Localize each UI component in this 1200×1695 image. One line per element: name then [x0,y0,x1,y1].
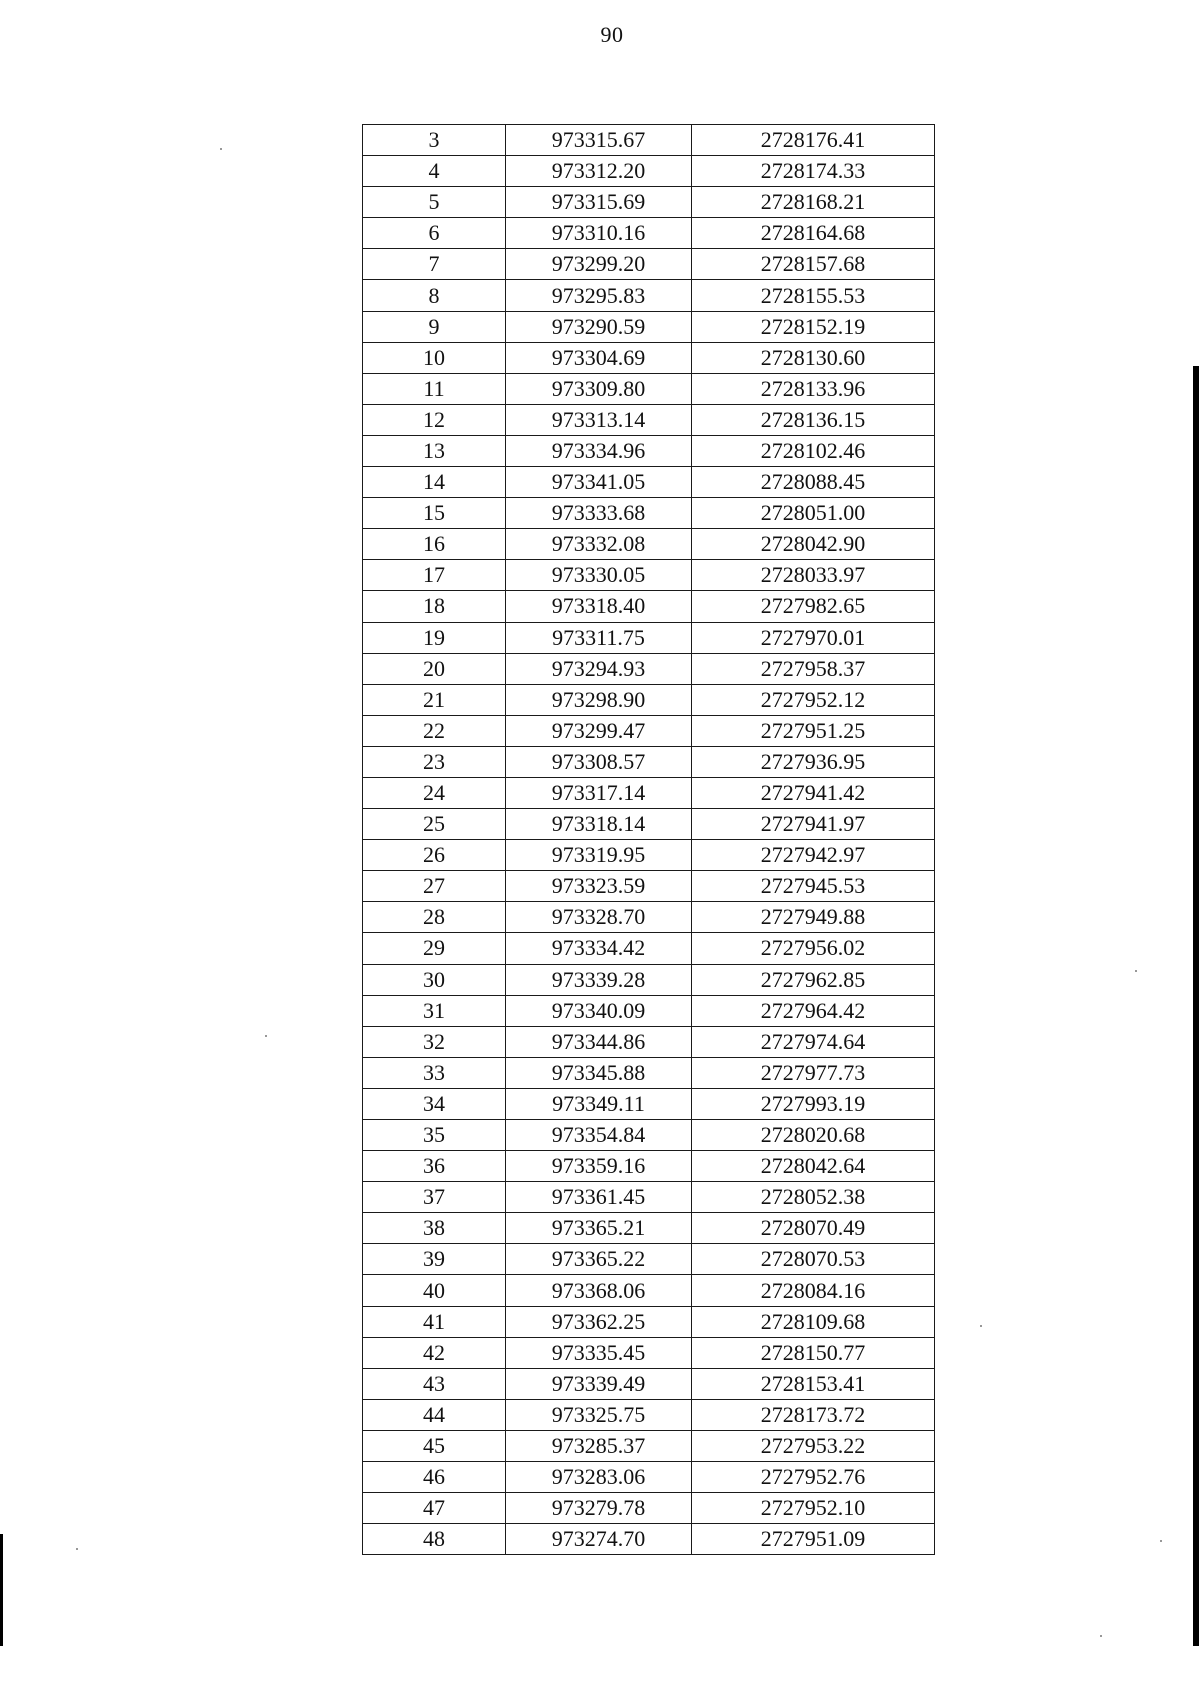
page-number: 90 [600,22,624,47]
x-coordinate-cell: 973308.57 [506,746,692,777]
y-coordinate-cell: 2727945.53 [692,871,935,902]
y-coordinate-cell: 2728052.38 [692,1182,935,1213]
x-coordinate-cell: 973295.83 [506,280,692,311]
scan-edge-mark-right [1193,366,1199,1646]
point-number-cell: 45 [363,1430,506,1461]
point-number-cell: 46 [363,1462,506,1493]
x-coordinate-cell: 973290.59 [506,311,692,342]
table-row [363,1120,935,1151]
point-number-cell: 6 [363,218,506,249]
point-number-cell: 15 [363,498,506,529]
point-number-cell: 18 [363,591,506,622]
table-row [363,1493,935,1524]
x-coordinate-cell: 973299.47 [506,715,692,746]
table-row [363,125,935,156]
y-coordinate-cell: 2728173.72 [692,1399,935,1430]
x-coordinate-cell: 973309.80 [506,373,692,404]
point-number-cell: 5 [363,187,506,218]
y-coordinate-cell: 2728174.33 [692,156,935,187]
scan-speck [1135,970,1137,972]
x-coordinate-cell: 973283.06 [506,1462,692,1493]
point-number-cell: 44 [363,1399,506,1430]
x-coordinate-cell: 973318.40 [506,591,692,622]
x-coordinate-cell: 973345.88 [506,1057,692,1088]
x-coordinate-cell: 973334.42 [506,933,692,964]
point-number-cell: 35 [363,1120,506,1151]
table-row [363,1368,935,1399]
point-number-cell: 4 [363,156,506,187]
point-number-cell: 20 [363,653,506,684]
scan-speck [76,1548,78,1550]
scan-speck [1100,1635,1102,1637]
y-coordinate-cell: 2727993.19 [692,1088,935,1119]
point-number-cell: 41 [363,1306,506,1337]
x-coordinate-cell: 973354.84 [506,1120,692,1151]
table-row [363,1337,935,1368]
table-row [363,1524,935,1555]
y-coordinate-cell: 2728130.60 [692,342,935,373]
x-coordinate-cell: 973279.78 [506,1493,692,1524]
table-row [363,187,935,218]
point-number-cell: 14 [363,467,506,498]
y-coordinate-cell: 2728102.46 [692,435,935,466]
table-row [363,1182,935,1213]
point-number-cell: 39 [363,1244,506,1275]
point-number-cell: 28 [363,902,506,933]
table-row [363,715,935,746]
point-number-cell: 31 [363,995,506,1026]
coordinates-table [362,124,935,1555]
x-coordinate-cell: 973299.20 [506,249,692,280]
table-row [363,1151,935,1182]
point-number-cell: 8 [363,280,506,311]
y-coordinate-cell: 2727941.97 [692,809,935,840]
table-row [363,280,935,311]
y-coordinate-cell: 2727949.88 [692,902,935,933]
point-number-cell: 37 [363,1182,506,1213]
y-coordinate-cell: 2728070.49 [692,1213,935,1244]
x-coordinate-cell: 973315.67 [506,125,692,156]
y-coordinate-cell: 2727952.76 [692,1462,935,1493]
y-coordinate-cell: 2727958.37 [692,653,935,684]
table-row [363,777,935,808]
point-number-cell: 42 [363,1337,506,1368]
y-coordinate-cell: 2728150.77 [692,1337,935,1368]
point-number-cell: 47 [363,1493,506,1524]
y-coordinate-cell: 2728033.97 [692,560,935,591]
y-coordinate-cell: 2727977.73 [692,1057,935,1088]
y-coordinate-cell: 2728152.19 [692,311,935,342]
x-coordinate-cell: 973315.69 [506,187,692,218]
y-coordinate-cell: 2727982.65 [692,591,935,622]
x-coordinate-cell: 973332.08 [506,529,692,560]
table-row [363,1244,935,1275]
table-row [363,933,935,964]
table-row [363,591,935,622]
point-number-cell: 11 [363,373,506,404]
table-row [363,404,935,435]
x-coordinate-cell: 973359.16 [506,1151,692,1182]
point-number-cell: 22 [363,715,506,746]
point-number-cell: 48 [363,1524,506,1555]
y-coordinate-cell: 2727951.25 [692,715,935,746]
y-coordinate-cell: 2727941.42 [692,777,935,808]
y-coordinate-cell: 2728084.16 [692,1275,935,1306]
point-number-cell: 10 [363,342,506,373]
point-number-cell: 19 [363,622,506,653]
point-number-cell: 25 [363,809,506,840]
table-row [363,373,935,404]
table-row [363,1057,935,1088]
point-number-cell: 34 [363,1088,506,1119]
point-number-cell: 29 [363,933,506,964]
point-number-cell: 36 [363,1151,506,1182]
y-coordinate-cell: 2728088.45 [692,467,935,498]
point-number-cell: 23 [363,746,506,777]
y-coordinate-cell: 2728051.00 [692,498,935,529]
scan-speck [220,148,222,150]
point-number-cell: 12 [363,404,506,435]
table-row [363,902,935,933]
table-row [363,218,935,249]
y-coordinate-cell: 2728042.64 [692,1151,935,1182]
table-row [363,498,935,529]
point-number-cell: 38 [363,1213,506,1244]
table-row [363,1026,935,1057]
y-coordinate-cell: 2728176.41 [692,125,935,156]
y-coordinate-cell: 2727952.10 [692,1493,935,1524]
x-coordinate-cell: 973285.37 [506,1430,692,1461]
y-coordinate-cell: 2728070.53 [692,1244,935,1275]
point-number-cell: 33 [363,1057,506,1088]
point-number-cell: 17 [363,560,506,591]
x-coordinate-cell: 973339.28 [506,964,692,995]
x-coordinate-cell: 973310.16 [506,218,692,249]
table-row [363,435,935,466]
y-coordinate-cell: 2727953.22 [692,1430,935,1461]
scan-speck [1160,1540,1162,1542]
table-row [363,467,935,498]
y-coordinate-cell: 2728157.68 [692,249,935,280]
x-coordinate-cell: 973339.49 [506,1368,692,1399]
x-coordinate-cell: 973294.93 [506,653,692,684]
point-number-cell: 7 [363,249,506,280]
table-row [363,156,935,187]
table-row [363,1306,935,1337]
table-row [363,1399,935,1430]
x-coordinate-cell: 973330.05 [506,560,692,591]
point-number-cell: 27 [363,871,506,902]
point-number-cell: 13 [363,435,506,466]
y-coordinate-cell: 2728164.68 [692,218,935,249]
x-coordinate-cell: 973335.45 [506,1337,692,1368]
scan-speck [980,1325,982,1327]
x-coordinate-cell: 973304.69 [506,342,692,373]
y-coordinate-cell: 2728155.53 [692,280,935,311]
table-row [363,1430,935,1461]
table-row [363,1275,935,1306]
point-number-cell: 40 [363,1275,506,1306]
point-number-cell: 24 [363,777,506,808]
x-coordinate-cell: 973325.75 [506,1399,692,1430]
table-row [363,964,935,995]
point-number-cell: 3 [363,125,506,156]
x-coordinate-cell: 973362.25 [506,1306,692,1337]
y-coordinate-cell: 2727936.95 [692,746,935,777]
x-coordinate-cell: 973333.68 [506,498,692,529]
point-number-cell: 21 [363,684,506,715]
y-coordinate-cell: 2727952.12 [692,684,935,715]
table-row [363,995,935,1026]
y-coordinate-cell: 2728020.68 [692,1120,935,1151]
x-coordinate-cell: 973311.75 [506,622,692,653]
x-coordinate-cell: 973298.90 [506,684,692,715]
table-row [363,249,935,280]
x-coordinate-cell: 973323.59 [506,871,692,902]
point-number-cell: 9 [363,311,506,342]
table-row [363,809,935,840]
point-number-cell: 43 [363,1368,506,1399]
y-coordinate-cell: 2727970.01 [692,622,935,653]
x-coordinate-cell: 973361.45 [506,1182,692,1213]
table-row [363,1462,935,1493]
table-row [363,684,935,715]
y-coordinate-cell: 2727974.64 [692,1026,935,1057]
point-number-cell: 26 [363,840,506,871]
x-coordinate-cell: 973340.09 [506,995,692,1026]
y-coordinate-cell: 2728153.41 [692,1368,935,1399]
point-number-cell: 32 [363,1026,506,1057]
table-row [363,653,935,684]
table-row [363,840,935,871]
x-coordinate-cell: 973341.05 [506,467,692,498]
table-row [363,871,935,902]
x-coordinate-cell: 973349.11 [506,1088,692,1119]
table-row [363,529,935,560]
y-coordinate-cell: 2728133.96 [692,373,935,404]
y-coordinate-cell: 2728136.15 [692,404,935,435]
table-row [363,342,935,373]
x-coordinate-cell: 973317.14 [506,777,692,808]
table-row [363,560,935,591]
x-coordinate-cell: 973344.86 [506,1026,692,1057]
y-coordinate-cell: 2728109.68 [692,1306,935,1337]
point-number-cell: 16 [363,529,506,560]
x-coordinate-cell: 973365.21 [506,1213,692,1244]
scan-edge-mark-left [0,1534,3,1646]
table-row [363,1088,935,1119]
y-coordinate-cell: 2727951.09 [692,1524,935,1555]
scan-speck [265,1035,267,1037]
coordinates-table-body [363,125,935,1555]
x-coordinate-cell: 973368.06 [506,1275,692,1306]
table-row [363,311,935,342]
y-coordinate-cell: 2728168.21 [692,187,935,218]
x-coordinate-cell: 973365.22 [506,1244,692,1275]
x-coordinate-cell: 973312.20 [506,156,692,187]
x-coordinate-cell: 973313.14 [506,404,692,435]
y-coordinate-cell: 2728042.90 [692,529,935,560]
y-coordinate-cell: 2727964.42 [692,995,935,1026]
y-coordinate-cell: 2727962.85 [692,964,935,995]
table-row [363,622,935,653]
table-row [363,746,935,777]
x-coordinate-cell: 973274.70 [506,1524,692,1555]
y-coordinate-cell: 2727942.97 [692,840,935,871]
point-number-cell: 30 [363,964,506,995]
table-row [363,1213,935,1244]
x-coordinate-cell: 973328.70 [506,902,692,933]
x-coordinate-cell: 973334.96 [506,435,692,466]
y-coordinate-cell: 2727956.02 [692,933,935,964]
x-coordinate-cell: 973318.14 [506,809,692,840]
x-coordinate-cell: 973319.95 [506,840,692,871]
